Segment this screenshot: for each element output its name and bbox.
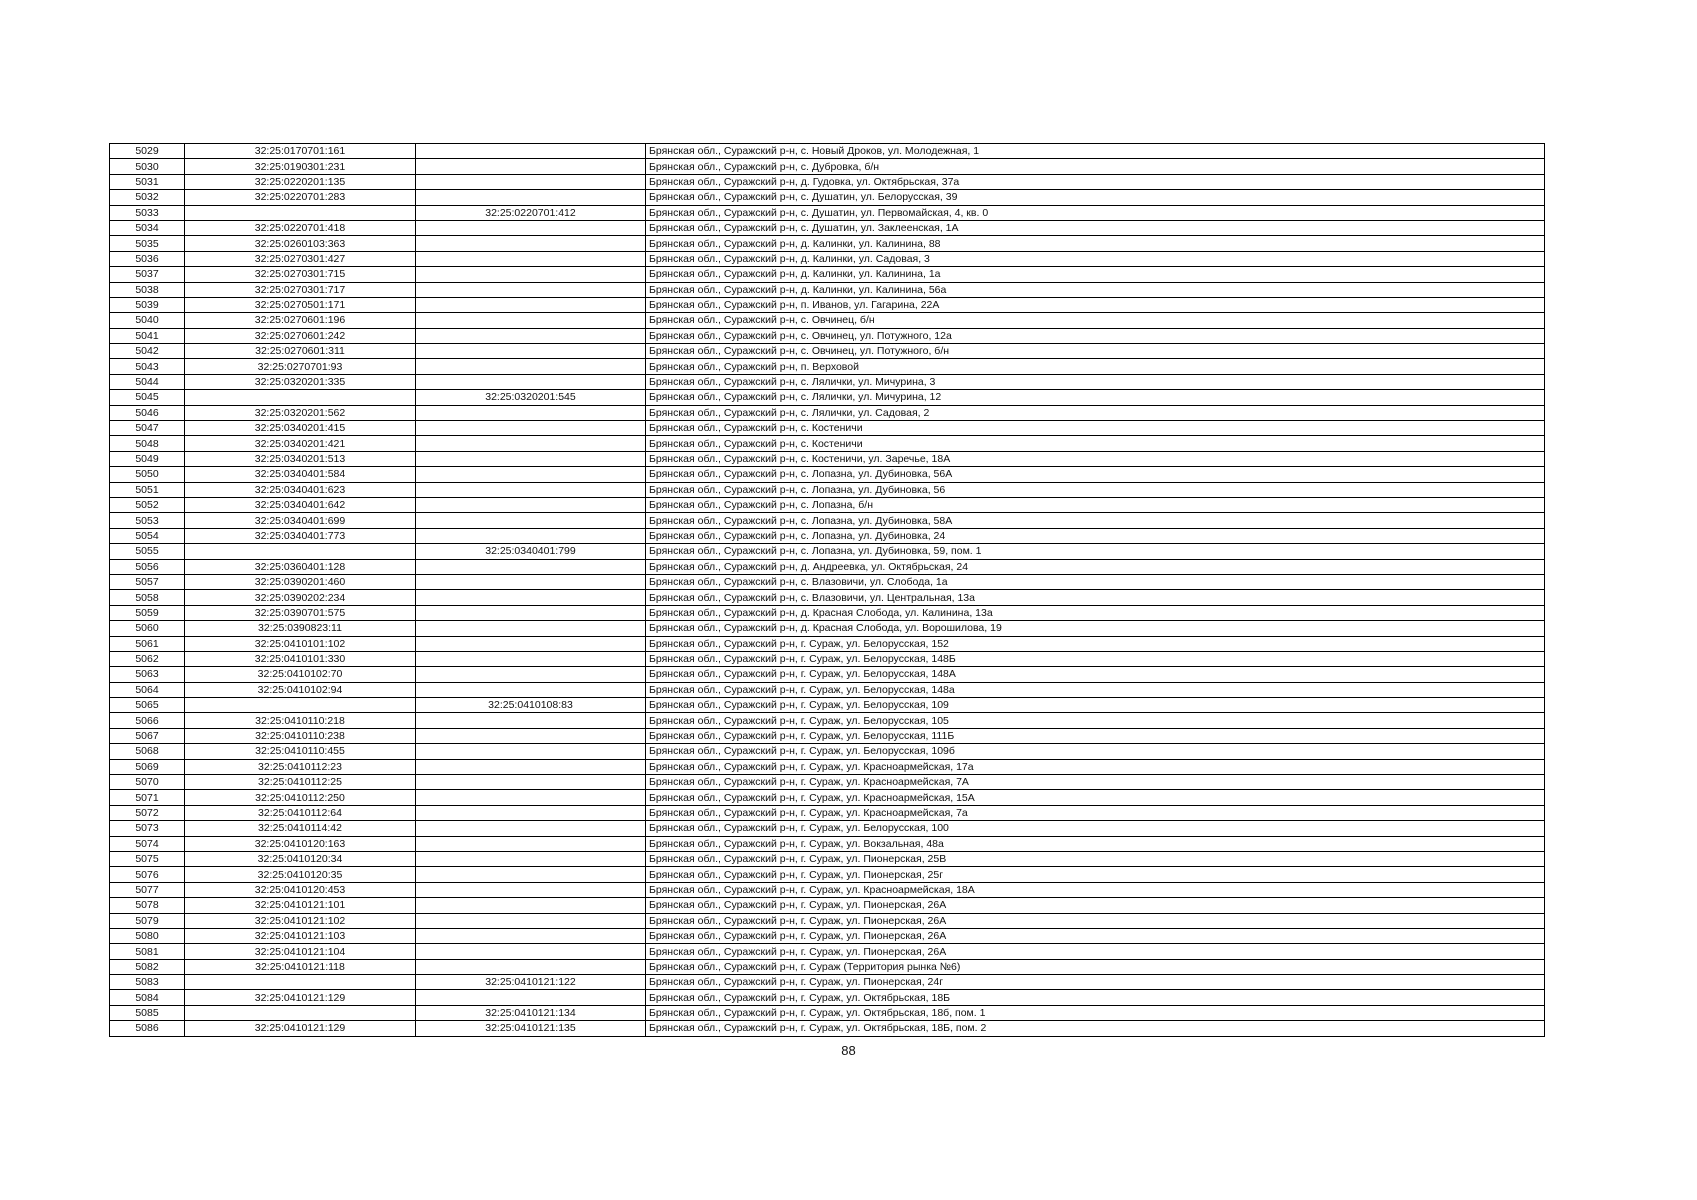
row-number-cell: 5081	[110, 944, 185, 959]
row-number-cell: 5080	[110, 928, 185, 943]
page-number: 88	[841, 1043, 856, 1058]
sub-object-number-cell	[416, 282, 646, 297]
table-row	[110, 451, 1545, 466]
sub-object-number-cell	[416, 313, 646, 328]
table-row	[110, 297, 1545, 312]
row-number-cell: 5075	[110, 851, 185, 866]
row-number-cell: 5076	[110, 867, 185, 882]
sub-object-number-cell	[416, 436, 646, 451]
sub-object-number-cell	[416, 882, 646, 897]
cadastral-number-cell: 32:25:0410121:129	[185, 990, 416, 1005]
address-cell: Брянская обл., Суражский р-н, с. Лялички, ул. Мичурина, 12	[646, 390, 1545, 405]
table-row	[110, 236, 1545, 251]
cadastral-number-cell: 32:25:0410114:42	[185, 821, 416, 836]
sub-object-number-cell	[416, 251, 646, 266]
sub-object-number-cell	[416, 775, 646, 790]
sub-object-number-cell	[416, 990, 646, 1005]
row-number-cell: 5068	[110, 744, 185, 759]
cadastral-number-cell: 32:25:0270301:715	[185, 267, 416, 282]
cadastral-number-cell: 32:25:0340201:421	[185, 436, 416, 451]
sub-object-number-cell	[416, 790, 646, 805]
address-cell: Брянская обл., Суражский р-н, г. Сураж, ул. Белорусская, 109	[646, 698, 1545, 713]
row-number-cell: 5045	[110, 390, 185, 405]
sub-object-number-cell	[416, 513, 646, 528]
address-cell: Брянская обл., Суражский р-н, г. Сураж, ул. Пионерская, 26А	[646, 928, 1545, 943]
address-cell: Брянская обл., Суражский р-н, с. Влазовичи, ул. Слобода, 1а	[646, 574, 1545, 589]
address-cell: Брянская обл., Суражский р-н, с. Влазовичи, ул. Центральная, 13а	[646, 590, 1545, 605]
table-row	[110, 698, 1545, 713]
table-row	[110, 528, 1545, 543]
row-number-cell: 5067	[110, 728, 185, 743]
cadastral-number-cell: 32:25:0410120:34	[185, 851, 416, 866]
cadastral-number-cell	[185, 205, 416, 220]
table-row	[110, 682, 1545, 697]
cadastral-number-cell: 32:25:0340401:623	[185, 482, 416, 497]
row-number-cell: 5063	[110, 667, 185, 682]
row-number-cell: 5066	[110, 713, 185, 728]
row-number-cell: 5042	[110, 344, 185, 359]
address-cell: Брянская обл., Суражский р-н, п. Иванов, ул. Гагарина, 22А	[646, 297, 1545, 312]
row-number-cell: 5065	[110, 698, 185, 713]
table-row	[110, 159, 1545, 174]
address-cell: Брянская обл., Суражский р-н, д. Калинки, ул. Садовая, 3	[646, 251, 1545, 266]
row-number-cell: 5048	[110, 436, 185, 451]
cadastral-number-cell: 32:25:0270301:427	[185, 251, 416, 266]
row-number-cell: 5054	[110, 528, 185, 543]
address-cell: Брянская обл., Суражский р-н, г. Сураж, ул. Белорусская, 148а	[646, 682, 1545, 697]
sub-object-number-cell	[416, 744, 646, 759]
row-number-cell: 5062	[110, 651, 185, 666]
address-cell: Брянская обл., Суражский р-н, г. Сураж, ул. Белорусская, 100	[646, 821, 1545, 836]
address-cell: Брянская обл., Суражский р-н, с. Лопазна, ул. Дубиновка, 24	[646, 528, 1545, 543]
cadastral-number-cell: 32:25:0410101:330	[185, 651, 416, 666]
address-cell: Брянская обл., Суражский р-н, г. Сураж, ул. Пионерская, 25В	[646, 851, 1545, 866]
row-number-cell: 5041	[110, 328, 185, 343]
address-cell: Брянская обл., Суражский р-н, г. Сураж, ул. Пионерская, 25г	[646, 867, 1545, 882]
table-row	[110, 374, 1545, 389]
table-row	[110, 251, 1545, 266]
cadastral-number-cell: 32:25:0270501:171	[185, 297, 416, 312]
sub-object-number-cell	[416, 651, 646, 666]
address-cell: Брянская обл., Суражский р-н, г. Сураж, ул. Белорусская, 152	[646, 636, 1545, 651]
row-number-cell: 5055	[110, 544, 185, 559]
cadastral-number-cell: 32:25:0410121:101	[185, 898, 416, 913]
sub-object-number-cell	[416, 528, 646, 543]
address-cell: Брянская обл., Суражский р-н, с. Костеничи, ул. Заречье, 18А	[646, 451, 1545, 466]
cadastral-number-cell: 32:25:0270601:196	[185, 313, 416, 328]
sub-object-number-cell	[416, 159, 646, 174]
cadastral-number-cell: 32:25:0340401:699	[185, 513, 416, 528]
address-cell: Брянская обл., Суражский р-н, д. Красная Слобода, ул. Калинина, 13а	[646, 605, 1545, 620]
row-number-cell: 5052	[110, 497, 185, 512]
row-number-cell: 5084	[110, 990, 185, 1005]
address-cell: Брянская обл., Суражский р-н, п. Верховой	[646, 359, 1545, 374]
sub-object-number-cell	[416, 574, 646, 589]
table-row	[110, 282, 1545, 297]
address-cell: Брянская обл., Суражский р-н, г. Сураж, ул. Красноармейская, 18А	[646, 882, 1545, 897]
cadastral-number-cell	[185, 544, 416, 559]
table-row	[110, 144, 1545, 159]
row-number-cell: 5032	[110, 190, 185, 205]
table-row	[110, 928, 1545, 943]
table-row	[110, 944, 1545, 959]
address-cell: Брянская обл., Суражский р-н, г. Сураж, ул. Пионерская, 26А	[646, 944, 1545, 959]
address-cell: Брянская обл., Суражский р-н, г. Сураж, ул. Белорусская, 148А	[646, 667, 1545, 682]
row-number-cell: 5049	[110, 451, 185, 466]
property-registry-table	[109, 143, 1545, 1037]
table-row	[110, 328, 1545, 343]
sub-object-number-cell	[416, 682, 646, 697]
table-row	[110, 775, 1545, 790]
sub-object-number-cell	[416, 482, 646, 497]
address-cell: Брянская обл., Суражский р-н, г. Сураж, ул. Белорусская, 109б	[646, 744, 1545, 759]
cadastral-number-cell: 32:25:0270601:242	[185, 328, 416, 343]
row-number-cell: 5036	[110, 251, 185, 266]
cadastral-number-cell: 32:25:0190301:231	[185, 159, 416, 174]
cadastral-number-cell: 32:25:0270301:717	[185, 282, 416, 297]
table-row	[110, 913, 1545, 928]
cadastral-number-cell: 32:25:0270701:93	[185, 359, 416, 374]
sub-object-number-cell: 32:25:0410108:83	[416, 698, 646, 713]
table-row	[110, 359, 1545, 374]
address-cell: Брянская обл., Суражский р-н, г. Сураж, ул. Октябрьская, 18Б	[646, 990, 1545, 1005]
row-number-cell: 5044	[110, 374, 185, 389]
cadastral-number-cell: 32:25:0410110:455	[185, 744, 416, 759]
row-number-cell: 5078	[110, 898, 185, 913]
address-cell: Брянская обл., Суражский р-н, с. Овчинец, ул. Потужного, б/н	[646, 344, 1545, 359]
address-cell: Брянская обл., Суражский р-н, д. Калинки, ул. Калинина, 1а	[646, 267, 1545, 282]
address-cell: Брянская обл., Суражский р-н, с. Дубровка, б/н	[646, 159, 1545, 174]
sub-object-number-cell	[416, 344, 646, 359]
sub-object-number-cell	[416, 759, 646, 774]
sub-object-number-cell	[416, 713, 646, 728]
row-number-cell: 5050	[110, 467, 185, 482]
table-row	[110, 313, 1545, 328]
sub-object-number-cell: 32:25:0410121:122	[416, 975, 646, 990]
cadastral-number-cell: 32:25:0260103:363	[185, 236, 416, 251]
address-cell: Брянская обл., Суражский р-н, г. Сураж, ул. Белорусская, 105	[646, 713, 1545, 728]
row-number-cell: 5073	[110, 821, 185, 836]
address-cell: Брянская обл., Суражский р-н, с. Костеничи	[646, 436, 1545, 451]
address-cell: Брянская обл., Суражский р-н, с. Лопазна, ул. Дубиновка, 56А	[646, 467, 1545, 482]
cadastral-number-cell: 32:25:0390823:11	[185, 621, 416, 636]
table-row	[110, 621, 1545, 636]
address-cell: Брянская обл., Суражский р-н, д. Калинки, ул. Калинина, 88	[646, 236, 1545, 251]
cadastral-number-cell: 32:25:0390701:575	[185, 605, 416, 620]
sub-object-number-cell: 32:25:0320201:545	[416, 390, 646, 405]
row-number-cell: 5064	[110, 682, 185, 697]
row-number-cell: 5086	[110, 1021, 185, 1036]
table-row	[110, 990, 1545, 1005]
sub-object-number-cell	[416, 636, 646, 651]
sub-object-number-cell	[416, 144, 646, 159]
sub-object-number-cell	[416, 728, 646, 743]
cadastral-number-cell: 32:25:0410120:163	[185, 836, 416, 851]
table-row	[110, 836, 1545, 851]
cadastral-number-cell: 32:25:0410102:70	[185, 667, 416, 682]
table-row	[110, 390, 1545, 405]
sub-object-number-cell	[416, 590, 646, 605]
sub-object-number-cell	[416, 805, 646, 820]
address-cell: Брянская обл., Суражский р-н, с. Новый Дроков, ул. Молодежная, 1	[646, 144, 1545, 159]
cadastral-number-cell: 32:25:0220201:135	[185, 174, 416, 189]
row-number-cell: 5046	[110, 405, 185, 420]
row-number-cell: 5061	[110, 636, 185, 651]
address-cell: Брянская обл., Суражский р-н, г. Сураж, ул. Белорусская, 111Б	[646, 728, 1545, 743]
address-cell: Брянская обл., Суражский р-н, с. Овчинец, б/н	[646, 313, 1545, 328]
row-number-cell: 5051	[110, 482, 185, 497]
row-number-cell: 5077	[110, 882, 185, 897]
cadastral-number-cell: 32:25:0340201:513	[185, 451, 416, 466]
row-number-cell: 5079	[110, 913, 185, 928]
cadastral-number-cell: 32:25:0410121:118	[185, 959, 416, 974]
table-row	[110, 220, 1545, 235]
cadastral-number-cell: 32:25:0220701:283	[185, 190, 416, 205]
table-row	[110, 497, 1545, 512]
table-row	[110, 790, 1545, 805]
cadastral-number-cell: 32:25:0410112:25	[185, 775, 416, 790]
sub-object-number-cell	[416, 944, 646, 959]
address-cell: Брянская обл., Суражский р-н, г. Сураж, ул. Октябрьская, 18б, пом. 1	[646, 1005, 1545, 1020]
row-number-cell: 5038	[110, 282, 185, 297]
row-number-cell: 5030	[110, 159, 185, 174]
sub-object-number-cell: 32:25:0410121:135	[416, 1021, 646, 1036]
address-cell: Брянская обл., Суражский р-н, г. Сураж, ул. Вокзальная, 48а	[646, 836, 1545, 851]
cadastral-number-cell: 32:25:0410121:104	[185, 944, 416, 959]
address-cell: Брянская обл., Суражский р-н, с. Лопазна, ул. Дубиновка, 58А	[646, 513, 1545, 528]
address-cell: Брянская обл., Суражский р-н, с. Лялички, ул. Садовая, 2	[646, 405, 1545, 420]
row-number-cell: 5074	[110, 836, 185, 851]
cadastral-number-cell: 32:25:0410120:35	[185, 867, 416, 882]
sub-object-number-cell	[416, 190, 646, 205]
address-cell: Брянская обл., Суражский р-н, г. Сураж, ул. Красноармейская, 7а	[646, 805, 1545, 820]
table-row	[110, 744, 1545, 759]
table-row	[110, 959, 1545, 974]
table-row	[110, 759, 1545, 774]
sub-object-number-cell	[416, 621, 646, 636]
sub-object-number-cell	[416, 928, 646, 943]
row-number-cell: 5040	[110, 313, 185, 328]
row-number-cell: 5034	[110, 220, 185, 235]
cadastral-number-cell: 32:25:0220701:418	[185, 220, 416, 235]
cadastral-number-cell: 32:25:0320201:562	[185, 405, 416, 420]
sub-object-number-cell	[416, 297, 646, 312]
sub-object-number-cell	[416, 913, 646, 928]
cadastral-number-cell: 32:25:0410121:102	[185, 913, 416, 928]
sub-object-number-cell	[416, 421, 646, 436]
cadastral-number-cell: 32:25:0360401:128	[185, 559, 416, 574]
table-row	[110, 651, 1545, 666]
row-number-cell: 5031	[110, 174, 185, 189]
cadastral-number-cell: 32:25:0410102:94	[185, 682, 416, 697]
sub-object-number-cell	[416, 667, 646, 682]
sub-object-number-cell	[416, 605, 646, 620]
table-row	[110, 851, 1545, 866]
table-row	[110, 190, 1545, 205]
address-cell: Брянская обл., Суражский р-н, г. Сураж, ул. Красноармейская, 15А	[646, 790, 1545, 805]
cadastral-number-cell: 32:25:0170701:161	[185, 144, 416, 159]
cadastral-number-cell: 32:25:0340401:584	[185, 467, 416, 482]
address-cell: Брянская обл., Суражский р-н, г. Сураж, ул. Пионерская, 26А	[646, 898, 1545, 913]
table-row	[110, 559, 1545, 574]
address-cell: Брянская обл., Суражский р-н, с. Лялички, ул. Мичурина, 3	[646, 374, 1545, 389]
sub-object-number-cell	[416, 836, 646, 851]
row-number-cell: 5043	[110, 359, 185, 374]
sub-object-number-cell	[416, 359, 646, 374]
row-number-cell: 5037	[110, 267, 185, 282]
table-row	[110, 405, 1545, 420]
table-row	[110, 544, 1545, 559]
cadastral-number-cell: 32:25:0410121:103	[185, 928, 416, 943]
table-row	[110, 975, 1545, 990]
address-cell: Брянская обл., Суражский р-н, д. Андреевка, ул. Октябрьская, 24	[646, 559, 1545, 574]
row-number-cell: 5069	[110, 759, 185, 774]
table-row	[110, 1005, 1545, 1020]
address-cell: Брянская обл., Суражский р-н, г. Сураж (Территория рынка №6)	[646, 959, 1545, 974]
address-cell: Брянская обл., Суражский р-н, с. Лопазна, ул. Дубиновка, 59, пом. 1	[646, 544, 1545, 559]
cadastral-number-cell: 32:25:0340401:642	[185, 497, 416, 512]
row-number-cell: 5070	[110, 775, 185, 790]
address-cell: Брянская обл., Суражский р-н, г. Сураж, ул. Красноармейская, 17а	[646, 759, 1545, 774]
row-number-cell: 5060	[110, 621, 185, 636]
row-number-cell: 5058	[110, 590, 185, 605]
address-cell: Брянская обл., Суражский р-н, с. Лопазна, ул. Дубиновка, 56	[646, 482, 1545, 497]
address-cell: Брянская обл., Суражский р-н, с. Душатин, ул. Заклеенская, 1А	[646, 220, 1545, 235]
table-row	[110, 436, 1545, 451]
table-row	[110, 344, 1545, 359]
table-row	[110, 898, 1545, 913]
cadastral-number-cell	[185, 975, 416, 990]
table-row	[110, 574, 1545, 589]
sub-object-number-cell	[416, 405, 646, 420]
address-cell: Брянская обл., Суражский р-н, с. Овчинец, ул. Потужного, 12а	[646, 328, 1545, 343]
row-number-cell: 5035	[110, 236, 185, 251]
address-cell: Брянская обл., Суражский р-н, г. Сураж, ул. Пионерская, 26А	[646, 913, 1545, 928]
cadastral-number-cell: 32:25:0340401:773	[185, 528, 416, 543]
row-number-cell: 5083	[110, 975, 185, 990]
address-cell: Брянская обл., Суражский р-н, с. Душатин, ул. Белорусская, 39	[646, 190, 1545, 205]
address-cell: Брянская обл., Суражский р-н, г. Сураж, ул. Октябрьская, 18Б, пом. 2	[646, 1021, 1545, 1036]
table-row	[110, 728, 1545, 743]
table-row	[110, 805, 1545, 820]
cadastral-number-cell: 32:25:0410112:64	[185, 805, 416, 820]
table-row	[110, 1021, 1545, 1036]
table-row	[110, 205, 1545, 220]
row-number-cell: 5039	[110, 297, 185, 312]
sub-object-number-cell	[416, 851, 646, 866]
cadastral-number-cell: 32:25:0410121:129	[185, 1021, 416, 1036]
sub-object-number-cell	[416, 236, 646, 251]
cadastral-number-cell: 32:25:0410120:453	[185, 882, 416, 897]
row-number-cell: 5085	[110, 1005, 185, 1020]
row-number-cell: 5072	[110, 805, 185, 820]
table-row	[110, 867, 1545, 882]
cadastral-number-cell: 32:25:0320201:335	[185, 374, 416, 389]
sub-object-number-cell	[416, 220, 646, 235]
row-number-cell: 5082	[110, 959, 185, 974]
table-row	[110, 174, 1545, 189]
row-number-cell: 5071	[110, 790, 185, 805]
cadastral-number-cell: 32:25:0410110:218	[185, 713, 416, 728]
address-cell: Брянская обл., Суражский р-н, д. Калинки, ул. Калинина, 56а	[646, 282, 1545, 297]
sub-object-number-cell	[416, 821, 646, 836]
sub-object-number-cell	[416, 559, 646, 574]
sub-object-number-cell	[416, 328, 646, 343]
address-cell: Брянская обл., Суражский р-н, д. Гудовка, ул. Октябрьская, 37а	[646, 174, 1545, 189]
table-row	[110, 467, 1545, 482]
address-cell: Брянская обл., Суражский р-н, с. Душатин, ул. Первомайская, 4, кв. 0	[646, 205, 1545, 220]
row-number-cell: 5057	[110, 574, 185, 589]
address-cell: Брянская обл., Суражский р-н, д. Красная Слобода, ул. Ворошилова, 19	[646, 621, 1545, 636]
table-row	[110, 882, 1545, 897]
row-number-cell: 5056	[110, 559, 185, 574]
cadastral-number-cell	[185, 698, 416, 713]
table-row	[110, 667, 1545, 682]
sub-object-number-cell	[416, 467, 646, 482]
cadastral-number-cell: 32:25:0410110:238	[185, 728, 416, 743]
address-cell: Брянская обл., Суражский р-н, с. Костеничи	[646, 421, 1545, 436]
table-row	[110, 267, 1545, 282]
sub-object-number-cell	[416, 267, 646, 282]
address-cell: Брянская обл., Суражский р-н, г. Сураж, ул. Красноармейская, 7А	[646, 775, 1545, 790]
row-number-cell: 5059	[110, 605, 185, 620]
cadastral-number-cell	[185, 1005, 416, 1020]
registry-table-body	[110, 144, 1545, 1037]
table-row	[110, 605, 1545, 620]
table-row	[110, 821, 1545, 836]
table-row	[110, 636, 1545, 651]
sub-object-number-cell	[416, 497, 646, 512]
row-number-cell: 5047	[110, 421, 185, 436]
table-row	[110, 482, 1545, 497]
table-row	[110, 590, 1545, 605]
cadastral-number-cell: 32:25:0410101:102	[185, 636, 416, 651]
sub-object-number-cell	[416, 451, 646, 466]
sub-object-number-cell	[416, 898, 646, 913]
row-number-cell: 5053	[110, 513, 185, 528]
cadastral-number-cell: 32:25:0410112:250	[185, 790, 416, 805]
table-row	[110, 513, 1545, 528]
cadastral-number-cell	[185, 390, 416, 405]
sub-object-number-cell	[416, 959, 646, 974]
row-number-cell: 5033	[110, 205, 185, 220]
row-number-cell: 5029	[110, 144, 185, 159]
sub-object-number-cell	[416, 867, 646, 882]
address-cell: Брянская обл., Суражский р-н, с. Лопазна, б/н	[646, 497, 1545, 512]
cadastral-number-cell: 32:25:0390201:460	[185, 574, 416, 589]
table-row	[110, 713, 1545, 728]
cadastral-number-cell: 32:25:0410112:23	[185, 759, 416, 774]
sub-object-number-cell: 32:25:0340401:799	[416, 544, 646, 559]
address-cell: Брянская обл., Суражский р-н, г. Сураж, ул. Пионерская, 24г	[646, 975, 1545, 990]
table-row	[110, 421, 1545, 436]
address-cell: Брянская обл., Суражский р-н, г. Сураж, ул. Белорусская, 148Б	[646, 651, 1545, 666]
cadastral-number-cell: 32:25:0340201:415	[185, 421, 416, 436]
sub-object-number-cell: 32:25:0220701:412	[416, 205, 646, 220]
sub-object-number-cell	[416, 174, 646, 189]
cadastral-number-cell: 32:25:0390202:234	[185, 590, 416, 605]
sub-object-number-cell	[416, 374, 646, 389]
sub-object-number-cell: 32:25:0410121:134	[416, 1005, 646, 1020]
cadastral-number-cell: 32:25:0270601:311	[185, 344, 416, 359]
